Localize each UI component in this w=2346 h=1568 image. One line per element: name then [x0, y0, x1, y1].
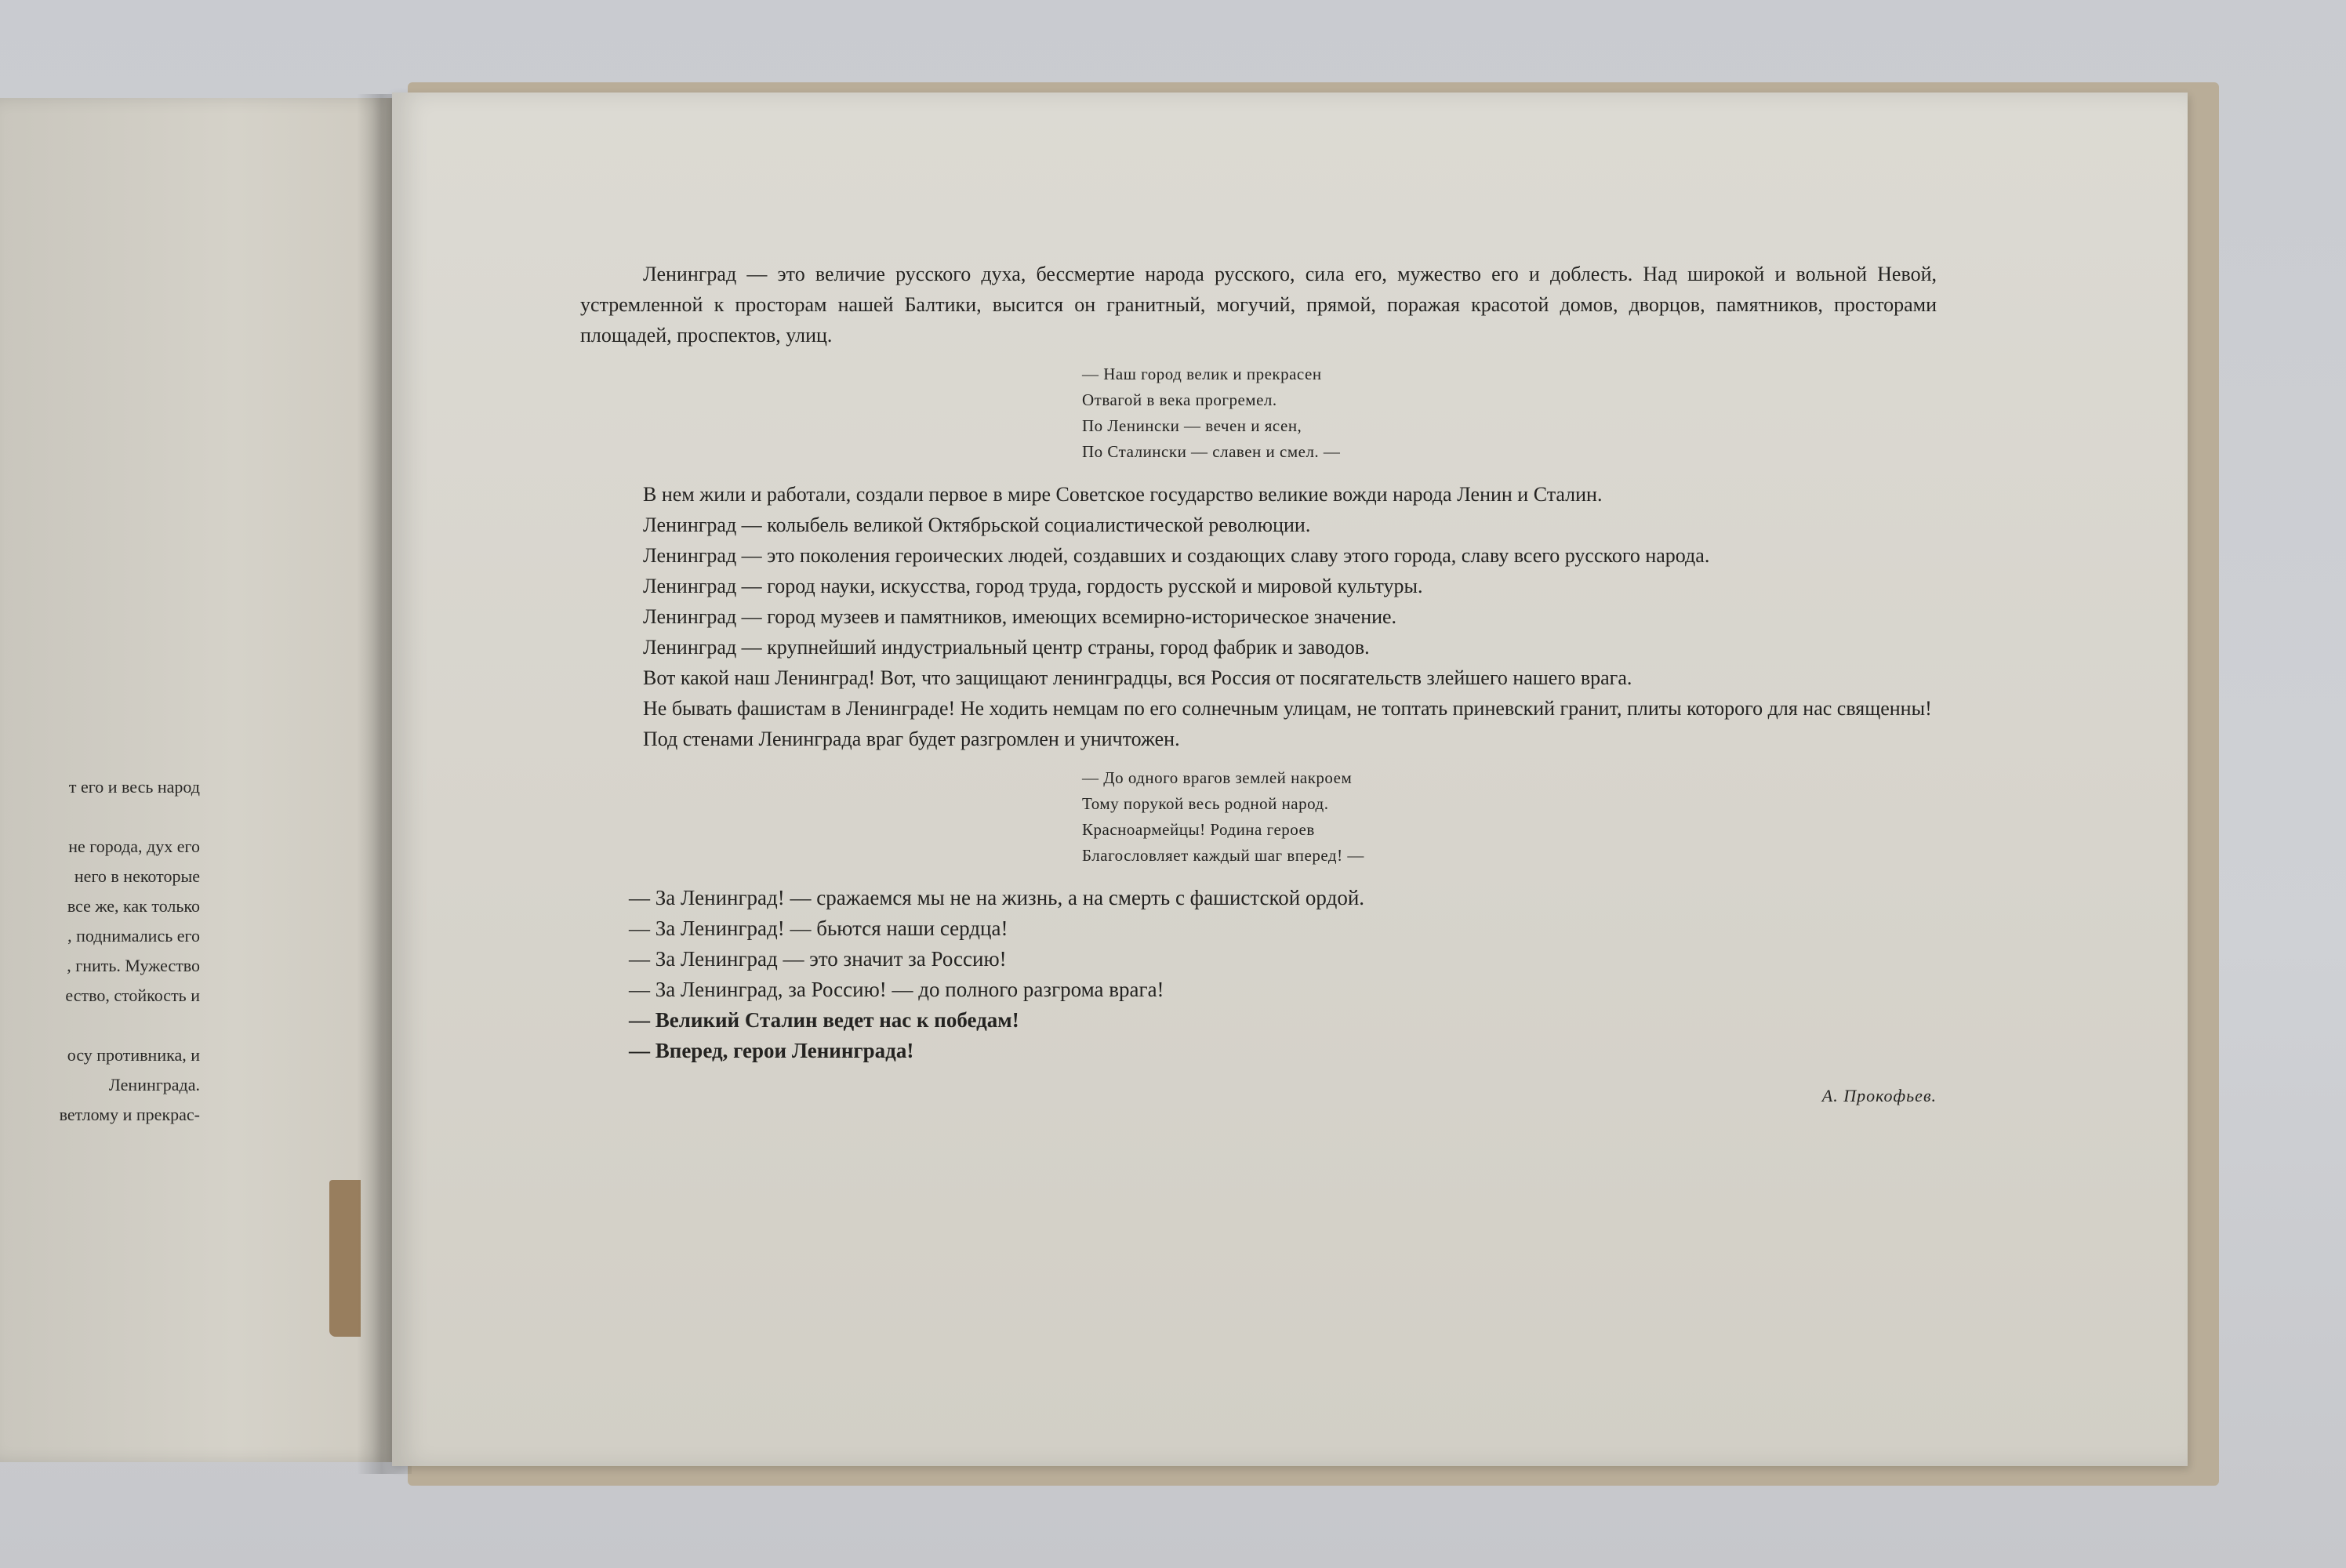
right-page-text [580, 259, 1937, 1111]
body-paragraph: Ленинград — город науки, искусства, город труда, гордость русской и мировой культуры. [643, 575, 1423, 597]
left-line: т его и весь народ [68, 777, 200, 797]
left-line: все же, как только [67, 896, 200, 916]
left-line: , гнить. Мужество [67, 956, 200, 975]
left-page-text-fragments [0, 772, 200, 1130]
body-paragraph: Под стенами Ленинграда враг будет разгромлен и уничтожен. [643, 728, 1180, 750]
left-line: ветлому и прекрас- [59, 1105, 200, 1124]
verse-quote-1 [1082, 361, 1937, 465]
left-line: Ленинграда. [108, 1075, 200, 1094]
body-paragraph: Ленинград — это поколения героических людей, создавших и создающих славу этого города, славу всего русского народа. [643, 544, 1710, 567]
exclamation-line: — Великий Сталин ведет нас к победам! [629, 1008, 1019, 1032]
left-line: него в некоторые [74, 866, 200, 886]
intro-paragraph: Ленинград — это величие русского духа, бессмертие народа русского, сила его, мужество его и доблесть. Над широкой и вольной Невой, устремленной к просторам нашей Балтики, высится он гранитный, могучий, прямой, поражая красотой домов, дворцов, памятников, просторами площадей, проспектов, улиц. [580, 263, 1937, 347]
body-paragraph: Ленинград — колыбель великой Октябрьской социалистической революции. [643, 514, 1311, 536]
author-signature: А. Прокофьев. [1821, 1086, 1937, 1105]
verse-line: По Сталински — славен и смел. — [1082, 442, 1341, 461]
left-line: не города, дух его [68, 837, 200, 856]
torn-edge [329, 1180, 361, 1337]
verse-line: Тому порукой весь родной народ. [1082, 794, 1329, 813]
exclamation-line: — За Ленинград! — бьются наши сердца! [629, 916, 1008, 940]
verse-line: По Ленински — вечен и ясен, [1082, 416, 1302, 435]
left-line [0, 802, 200, 832]
body-paragraph: Ленинград — город музеев и памятников, имеющих всемирно-историческое значение. [643, 605, 1397, 628]
body-paragraph: Ленинград — крупнейший индустриальный центр страны, город фабрик и заводов. [643, 636, 1370, 659]
left-line: ество, стойкость и [65, 985, 200, 1005]
body-paragraph: Не бывать фашистам в Ленинграде! Не ходить немцам по его солнечным улицам, не топтать приневский гранит, плиты которого для нас священны! [643, 697, 1932, 720]
left-line [0, 1011, 200, 1040]
exclamation-line: — За Ленинград! — сражаемся мы не на жизнь, а на смерть с фашистской ордой. [629, 886, 1365, 909]
exclamation-line: — За Ленинград — это значит за Россию! [629, 947, 1007, 971]
verse-line: Благословляет каждый шаг вперед! — [1082, 846, 1364, 865]
verse-line: — Наш город велик и прекрасен [1082, 365, 1322, 383]
left-line: , поднимались его [67, 926, 200, 946]
verse-quote-2 [1082, 765, 1937, 869]
exclamation-line: — Вперед, герои Ленинграда! [629, 1039, 914, 1062]
body-paragraph: Вот какой наш Ленинград! Вот, что защищают ленинградцы, вся Россия от посягательств злейшего нашего врага. [643, 666, 1632, 689]
exclamation-line: — За Ленинград, за Россию! — до полного разгрома врага! [629, 978, 1164, 1001]
verse-line: Красноармейцы! Родина героев [1082, 820, 1315, 839]
left-line: осу противника, и [67, 1045, 200, 1065]
verse-line: — До одного врагов землей накроем [1082, 768, 1353, 787]
body-paragraph: В нем жили и работали, создали первое в мире Советское государство великие вожди народа Ленин и Сталин. [643, 483, 1603, 506]
verse-line: Отвагой в века прогремел. [1082, 390, 1277, 409]
